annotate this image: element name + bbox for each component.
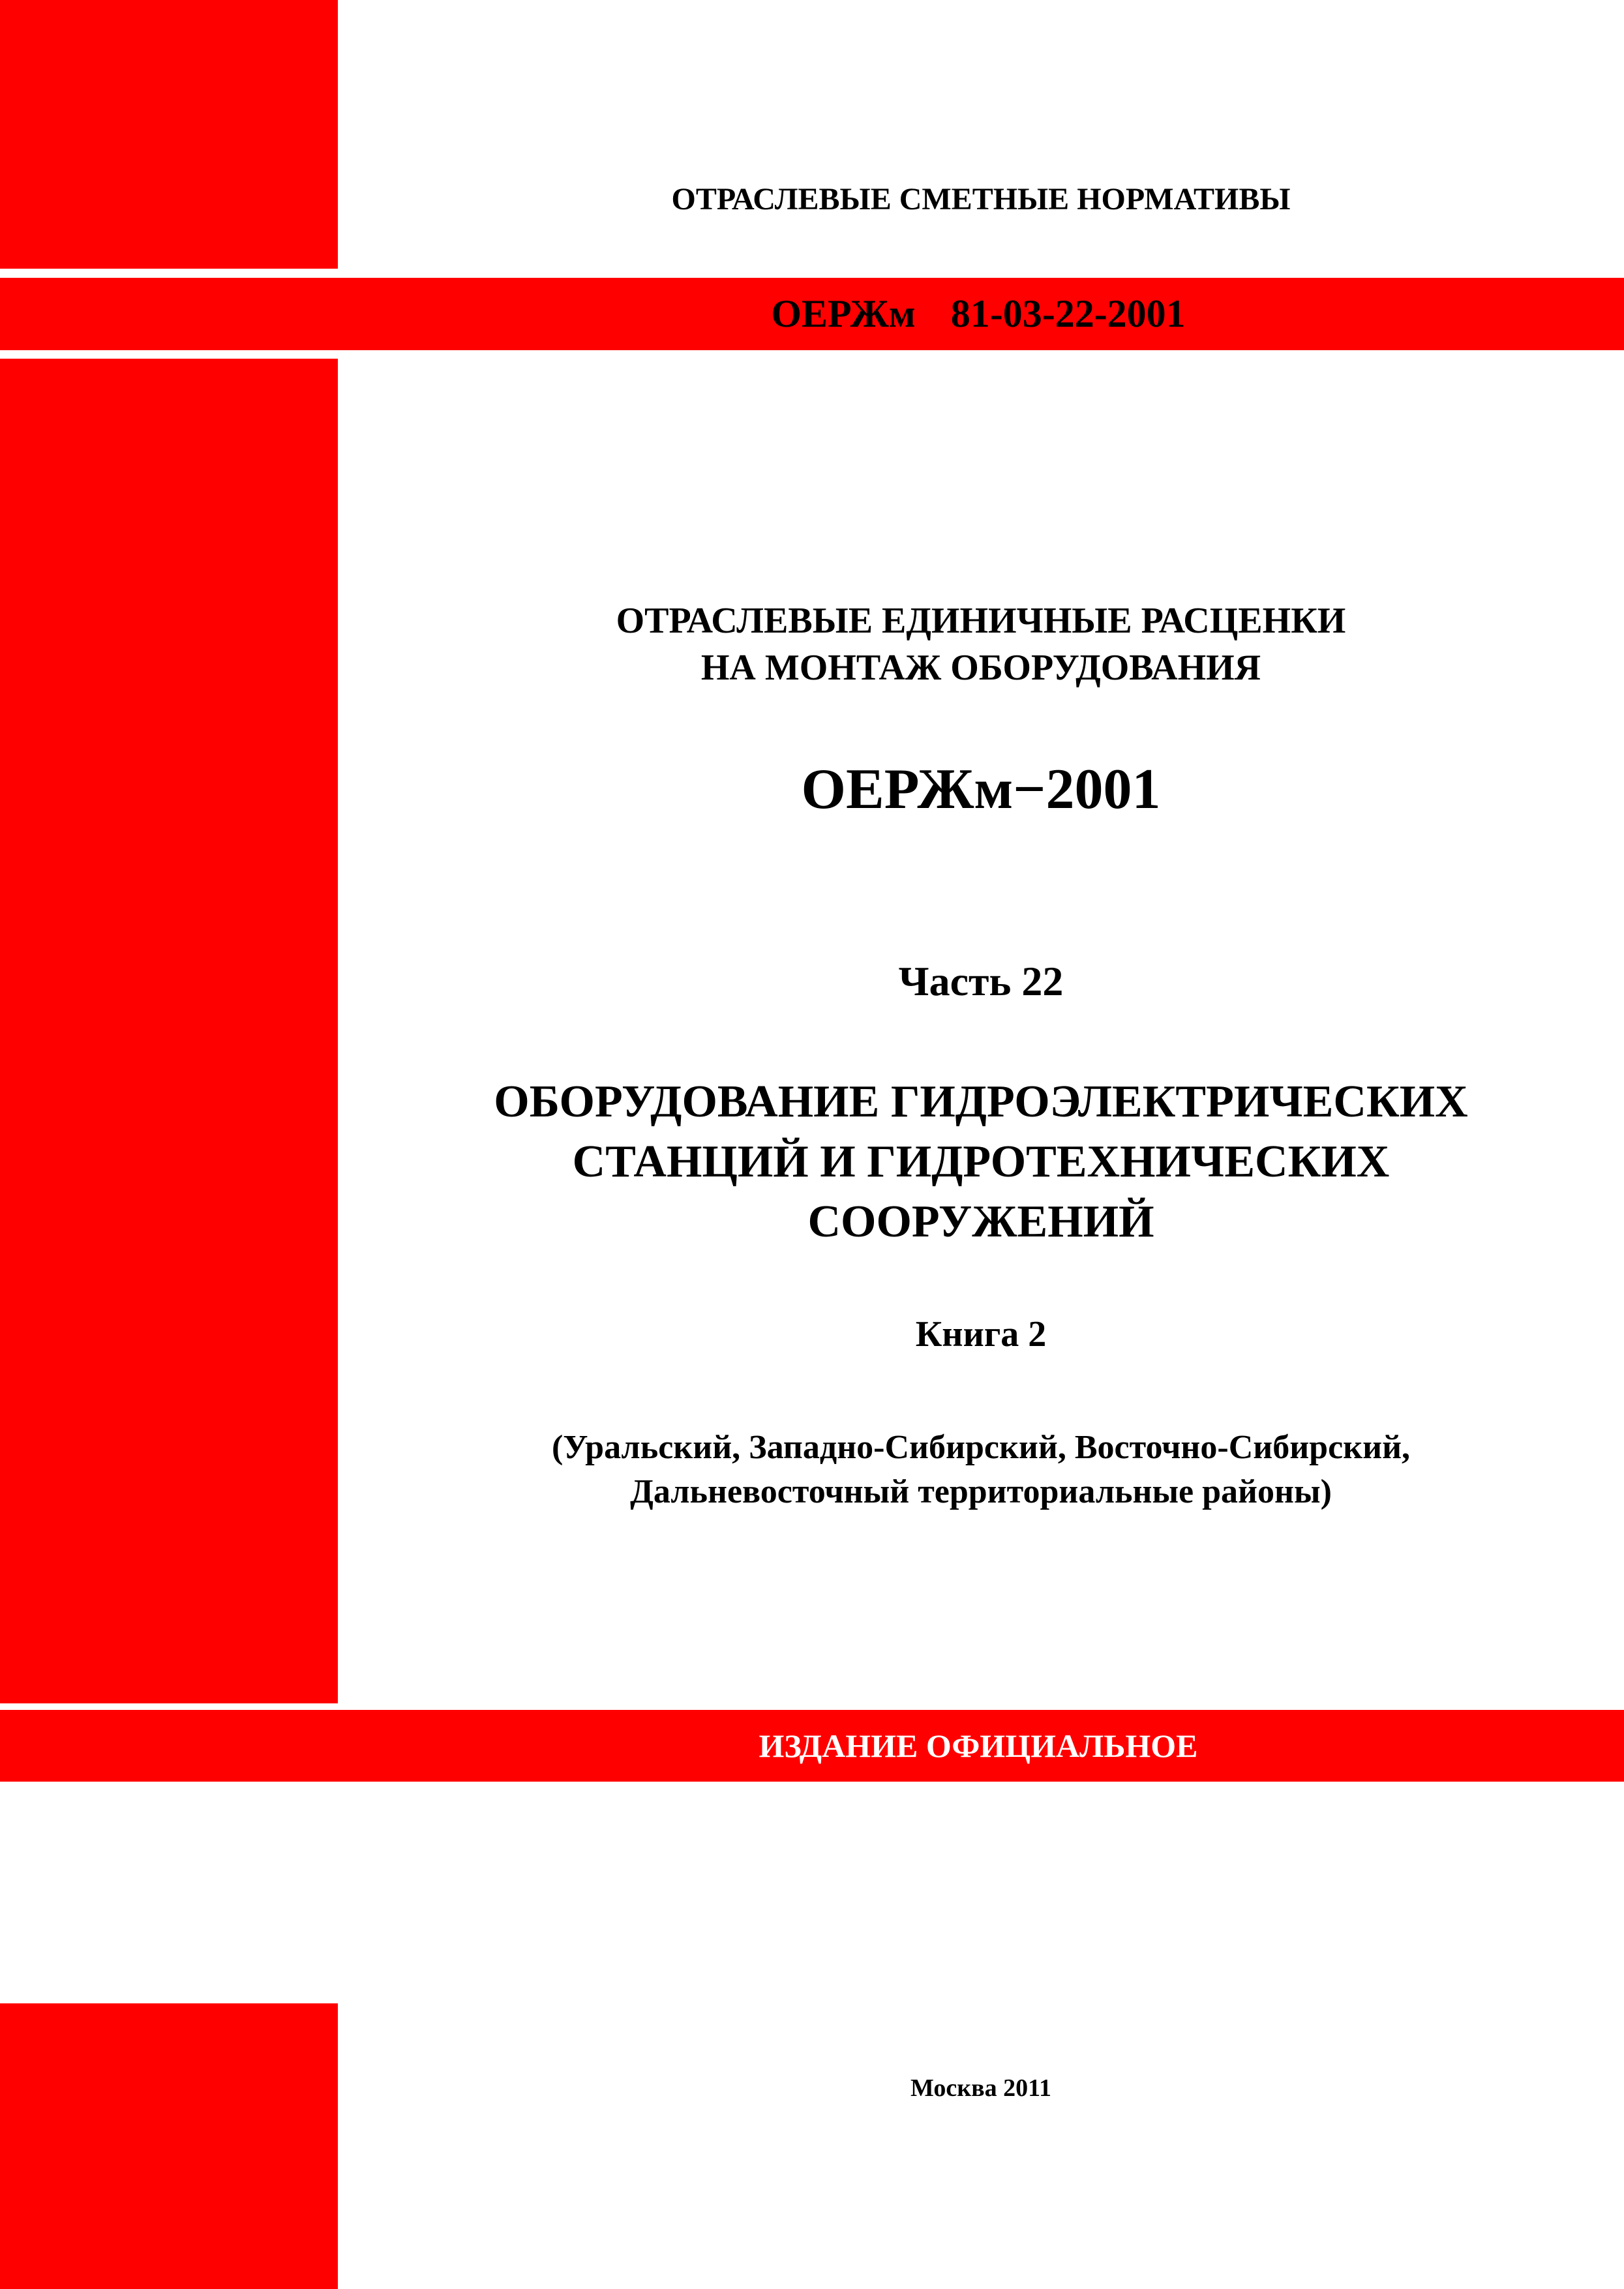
official-band: [0, 1710, 1624, 1782]
part-subject-line: СООРУЖЕНИЙ: [807, 1197, 1154, 1247]
city-year: Москва 2011: [910, 2074, 1052, 2102]
document-title-line: ОТРАСЛЕВЫЕ ЕДИНИЧНЫЕ РАСЦЕНКИ: [616, 601, 1346, 641]
red-sidebar-bottom: [0, 2003, 338, 2289]
red-sidebar-middle: [0, 359, 338, 1703]
document-title: [338, 597, 1624, 691]
code-band: [0, 278, 1624, 350]
part-subject-line: СТАНЦИЙ И ГИДРОТЕХНИЧЕСКИХ: [572, 1137, 1390, 1187]
part-subject: [338, 1072, 1624, 1252]
regions-note-line: Дальневосточный территориальные районы): [630, 1473, 1332, 1510]
regions-note: [338, 1426, 1624, 1514]
series-title: ОТРАСЛЕВЫЕ СМЕТНЫЕ НОРМАТИВЫ: [671, 182, 1291, 217]
document-code: ОЕРЖм 81-03-22-2001: [771, 292, 1186, 335]
short-code: ОЕРЖм−2001: [801, 758, 1161, 821]
book-number: Книга 2: [915, 1314, 1047, 1354]
part-subject-line: ОБОРУДОВАНИЕ ГИДРОЭЛЕКТРИЧЕСКИХ: [494, 1077, 1468, 1127]
official-edition-label: ИЗДАНИЕ ОФИЦИАЛЬНОЕ: [759, 1728, 1198, 1764]
part-number: Часть 22: [898, 958, 1064, 1004]
document-title-line: НА МОНТАЖ ОБОРУДОВАНИЯ: [700, 648, 1261, 688]
regions-note-line: (Уральский, Западно-Сибирский, Восточно-Сибирский,: [551, 1429, 1411, 1466]
red-sidebar-top: [0, 0, 338, 269]
